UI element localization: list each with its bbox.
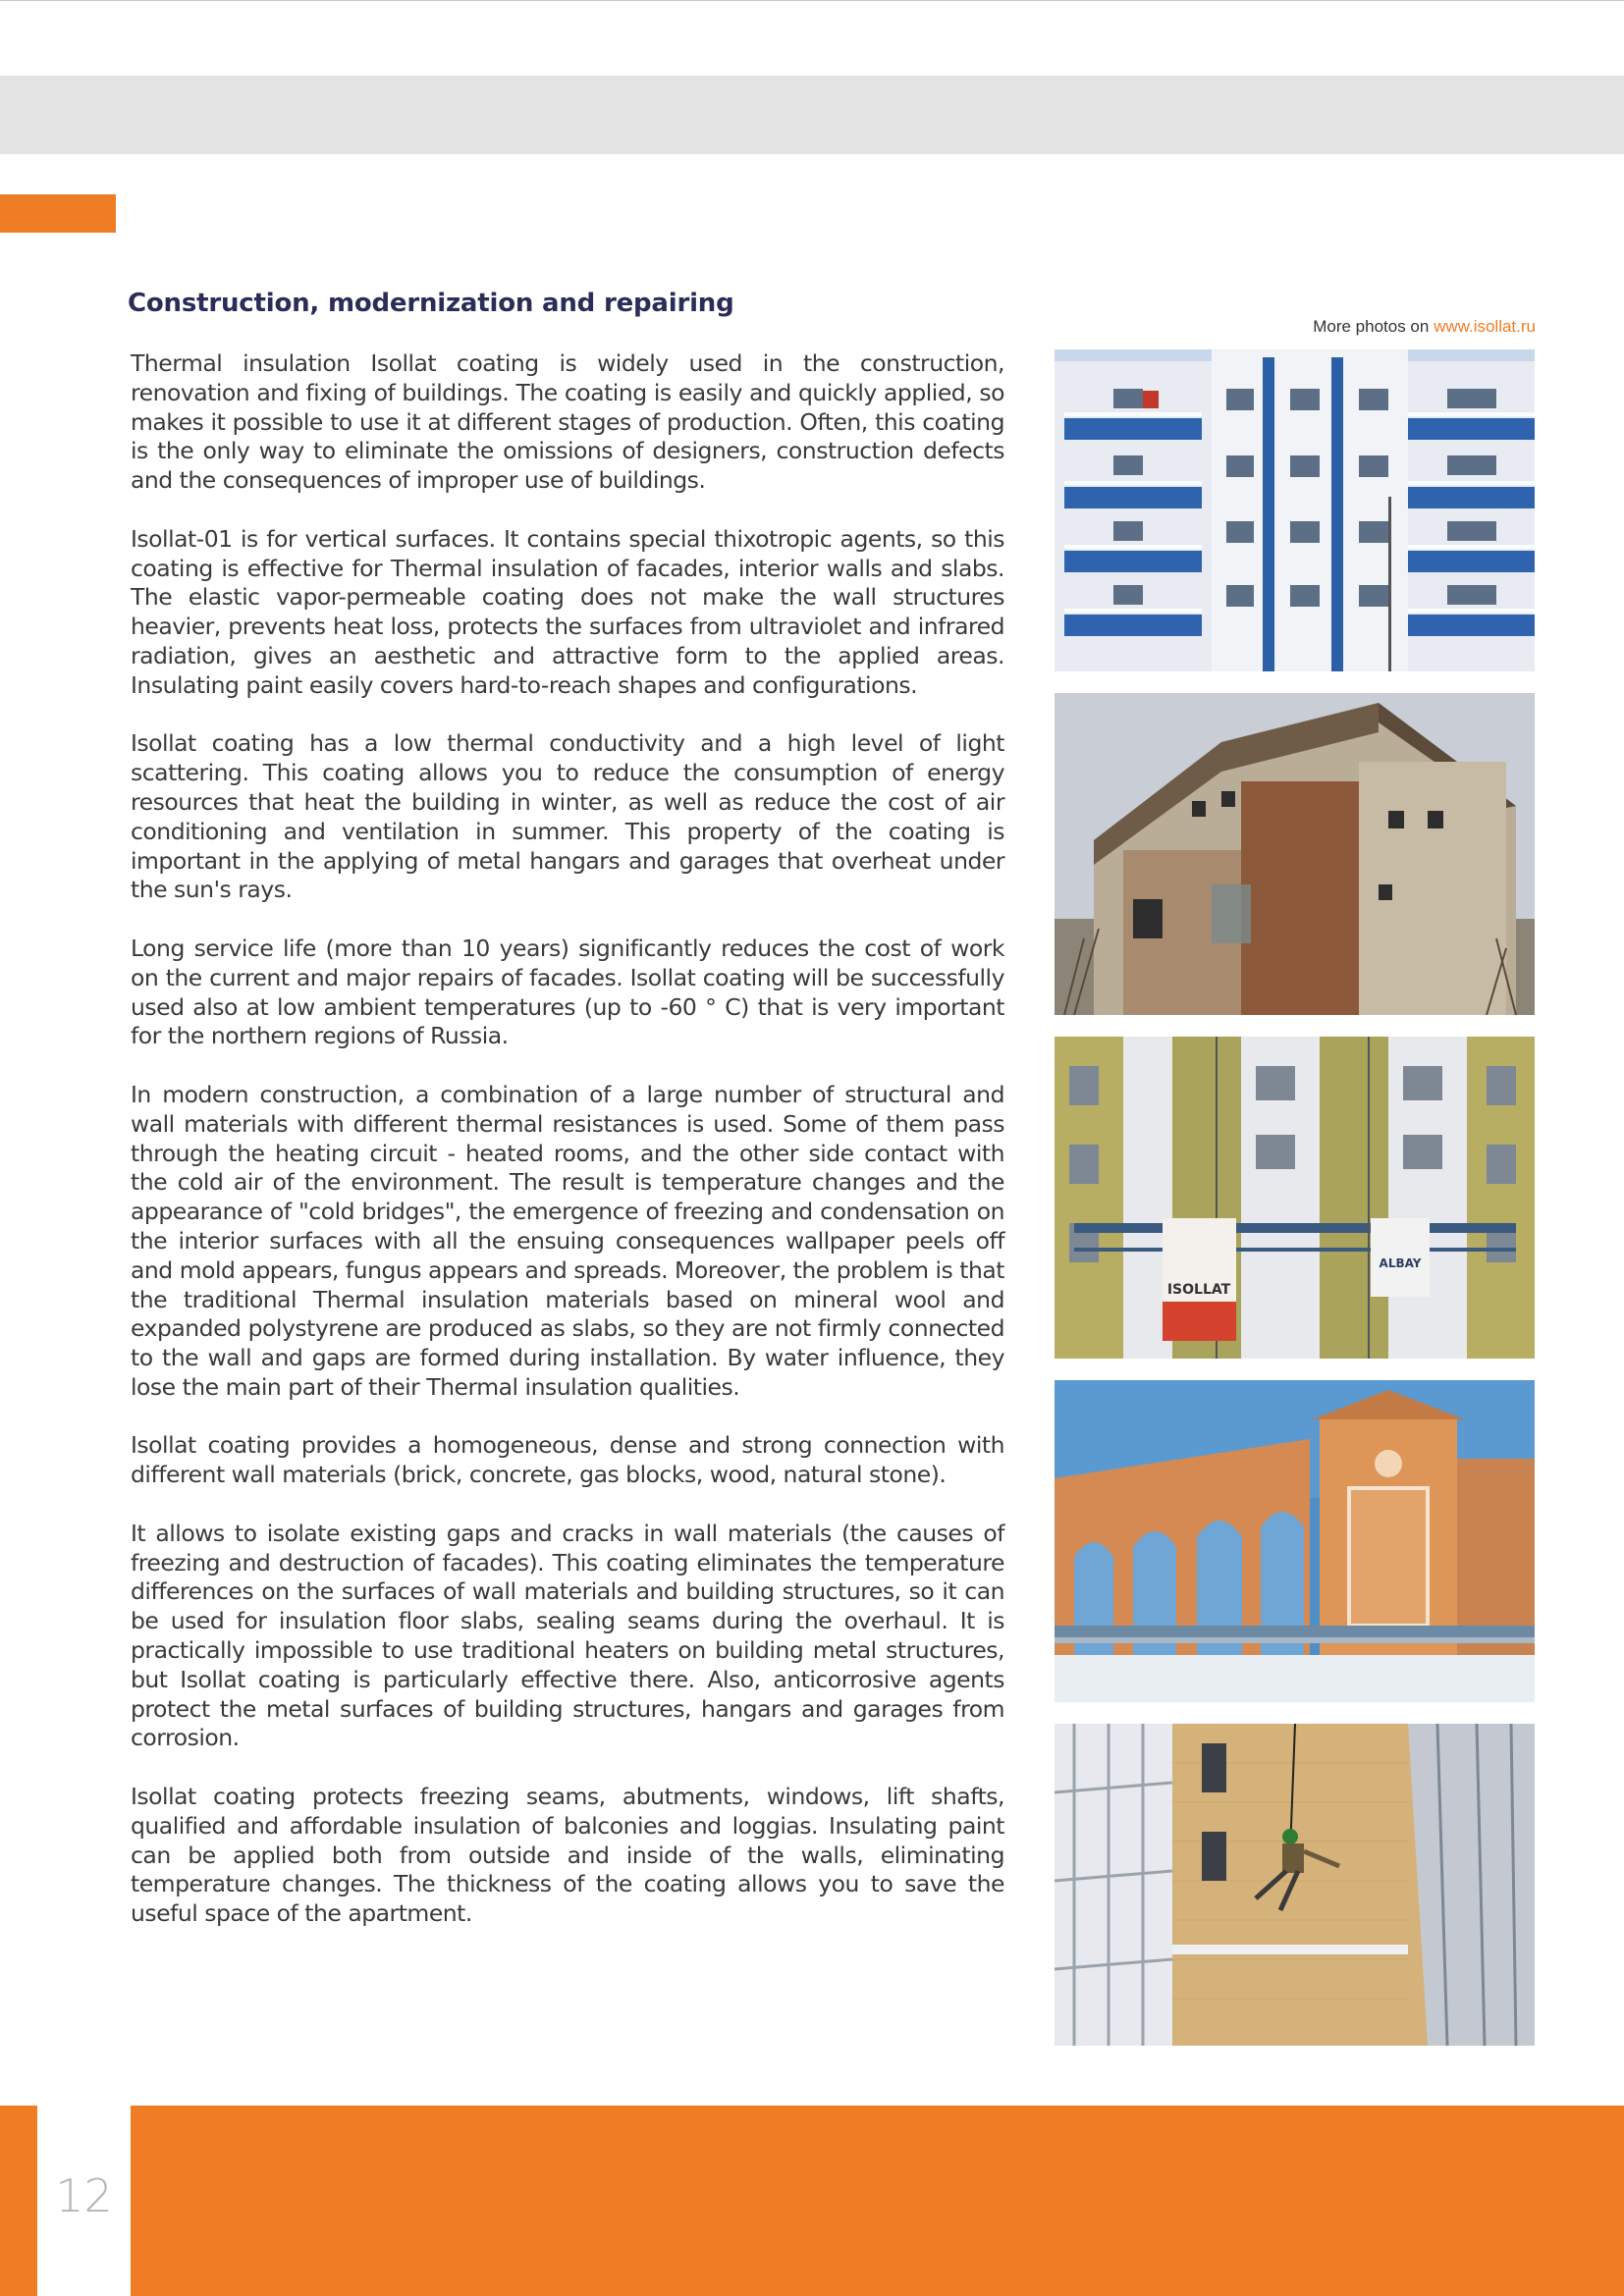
paragraph-7: It allows to isolate existing gaps and cracks in wall materials (the causes of freezing and destruction of facades). This coating eliminates the temperature differences on the surfaces of wall materials and building structures, so it can be used for insulation floor slabs, sealing seams during the overhaul. It is practically impossible to use traditional heaters on building metal structures, but Isollat coating is particularly effective there. Also, anticorrosive agents protect the metal surfaces of building structures, hangars and garages from corrosion. <box>131 1519 1004 1752</box>
footer-band <box>0 2106 1624 2296</box>
photo-rope-access-worker <box>1055 1724 1535 2046</box>
paragraph-3: Isollat coating has a low thermal conductivity and a high level of light scattering. This coating allows you to reduce the consumption of energy resources that heat the building in winter, as well as reduce the cost of air conditioning and ventilation in summer. This property of the coating is important in the applying of metal hangars and garages that overheat under the sun's rays. <box>131 729 1004 904</box>
article-body <box>131 349 1004 1958</box>
section-heading: Construction, modernization and repairing <box>128 289 734 318</box>
website-link[interactable]: www.isollat.ru <box>1434 317 1536 336</box>
paragraph-6: Isollat coating provides a homogeneous, dense and strong connection with different wall materials (brick, concrete, gas blocks, wood, natural stone). <box>131 1431 1004 1489</box>
page-number: 12 <box>55 2169 113 2222</box>
photo-blue-balcony-building <box>1055 349 1535 671</box>
more-photos-label: More photos on <box>1313 317 1430 336</box>
more-photos-note <box>1276 317 1536 337</box>
paragraph-4: Long service life (more than 10 years) significantly reduces the cost of work on the current and major repairs of facades. Isollat coating will be successfully used also at low ambient temperatures (up to -60 ° C) that is very important for the northern regions of Russia. <box>131 934 1004 1050</box>
orange-tab-marker <box>0 194 116 233</box>
photo-brown-house <box>1055 693 1535 1015</box>
header-band <box>0 76 1624 154</box>
paragraph-2: Isollat-01 is for vertical surfaces. It contains special thixotropic agents, so this coating is effective for Thermal insulation of facades, interior walls and slabs. The elastic vapor-permeable coating does not make the wall structures heavier, prevents heat loss, protects the surfaces from ultraviolet and infrared radiation, gives an aesthetic and attractive form to the applied areas. Insulating paint easily covers hard-to-reach shapes and configurations. <box>131 524 1004 699</box>
paragraph-8: Isollat coating protects freezing seams, abutments, windows, lift shafts, qualified and affordable insulation of balconies and loggias. Insulating paint can be applied both from outside and inside of the walls, eliminating temperature changes. The thickness of the coating allows you to save the useful space of the apartment. <box>131 1783 1004 1928</box>
photo-facade-renovation <box>1055 1037 1535 1359</box>
photo-orange-arches <box>1055 1380 1535 1702</box>
banner-right-text: ALBAY <box>1379 1256 1422 1270</box>
top-rule <box>0 0 1624 1</box>
paragraph-1: Thermal insulation Isollat coating is widely used in the construction, renovation and fixing of buildings. The coating is easily and quickly applied, so makes it possible to use it at different stages of production. Often, this coating is the only way to eliminate the omissions of designers, construction defects and the consequences of improper use of buildings. <box>131 349 1004 495</box>
paragraph-5: In modern construction, a combination of a large number of structural and wall materials with different thermal resistances is used. Some of them pass through the heating circuit - heated rooms, and the other side contact with the cold air of the environment. The result is temperature changes and the appearance of "cold bridges", the emergence of freezing and condensation on the interior surfaces with all the ensuing consequences wallpaper peels off and mold appears, fungus appears and spreads. Moreover, the problem is that the traditional Thermal insulation materials based on mineral wool and expanded polystyrene are produced as slabs, so they are not firmly connected to the wall and gaps are formed during installation. By water influence, they lose the main part of their Thermal insulation qualities. <box>131 1080 1004 1401</box>
banner-left-text: ISOLLAT <box>1166 1282 1231 1298</box>
